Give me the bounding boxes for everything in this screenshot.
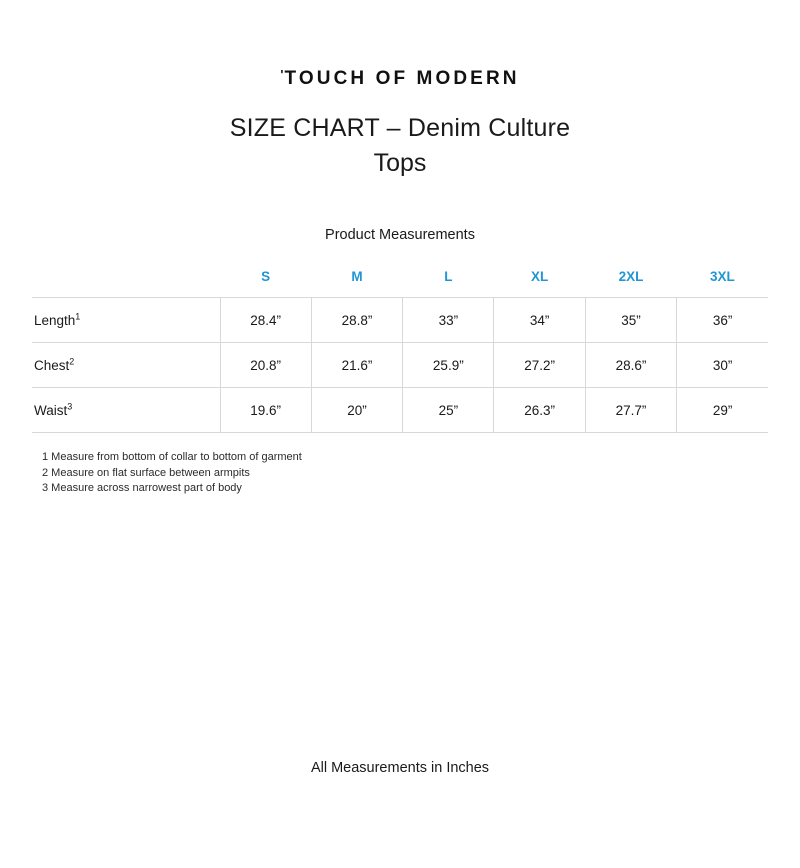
- footnote-2: 2 Measure on flat surface between armpits: [42, 466, 250, 479]
- footnote-3: 3 Measure across narrowest part of body: [42, 482, 242, 494]
- table-header-row: [32, 263, 768, 298]
- footnote-1: 1 Measure from bottom of collar to bottom of garment: [42, 451, 302, 463]
- row-label-text: Chest: [34, 357, 70, 373]
- cell-length-3xl: 36”: [677, 298, 768, 343]
- table-header-size-xl: XL: [531, 269, 549, 284]
- cell-waist-3xl: 29”: [677, 388, 768, 433]
- footnotes: [0, 450, 800, 497]
- cell-chest-3xl: 30”: [677, 343, 768, 388]
- cell-length-xl: 34”: [494, 298, 585, 343]
- table-row: [32, 343, 768, 388]
- measurements-table-wrap: [0, 263, 800, 433]
- row-label-text: Waist: [34, 402, 68, 418]
- table-body: [32, 298, 768, 433]
- row-label-footnote-marker: 2: [69, 356, 75, 366]
- cell-waist-m: 20”: [311, 388, 402, 433]
- row-label-footnote-marker: 1: [75, 311, 81, 321]
- table-header-size-l: L: [444, 269, 453, 284]
- table-row: [32, 298, 768, 343]
- table-header-size-s: S: [261, 269, 271, 284]
- row-label-length: [32, 298, 220, 343]
- cell-waist-s: 19.6”: [220, 388, 311, 433]
- cell-chest-2xl: 28.6”: [585, 343, 676, 388]
- cell-chest-s: 20.8”: [220, 343, 311, 388]
- row-label-chest: [32, 343, 220, 388]
- table-head: [32, 263, 768, 298]
- cell-chest-xl: 27.2”: [494, 343, 585, 388]
- page-title-line-2: Tops: [373, 149, 427, 177]
- cell-length-m: 28.8”: [311, 298, 402, 343]
- table-header-size-3xl: 3XL: [709, 269, 735, 284]
- brand-logo: [0, 68, 800, 90]
- cell-length-l: 33”: [403, 298, 494, 343]
- row-label-waist: [32, 388, 220, 433]
- page-title: [0, 114, 800, 178]
- row-label-footnote-marker: 3: [67, 401, 73, 411]
- units-note: All Measurements in Inches: [310, 760, 490, 776]
- cell-chest-m: 21.6”: [311, 343, 402, 388]
- brand-tick-mark: ': [280, 67, 284, 82]
- size-chart-page: [0, 68, 800, 868]
- cell-length-2xl: 35”: [585, 298, 676, 343]
- cell-waist-l: 25”: [403, 388, 494, 433]
- brand-name: TOUCH OF MODERN: [284, 68, 520, 89]
- cell-waist-2xl: 27.7”: [585, 388, 676, 433]
- section-label-product-measurements: Product Measurements: [325, 227, 475, 243]
- table-header-size-2xl: 2XL: [618, 269, 644, 284]
- cell-length-s: 28.4”: [220, 298, 311, 343]
- table-corner-cell: [32, 263, 220, 298]
- table-row: [32, 388, 768, 433]
- cell-chest-l: 25.9”: [403, 343, 494, 388]
- cell-waist-xl: 26.3”: [494, 388, 585, 433]
- table-header-size-m: M: [351, 269, 363, 284]
- row-label-text: Length: [34, 312, 76, 328]
- page-title-line-1: SIZE CHART – Denim Culture: [229, 114, 571, 142]
- measurements-table: [32, 263, 768, 433]
